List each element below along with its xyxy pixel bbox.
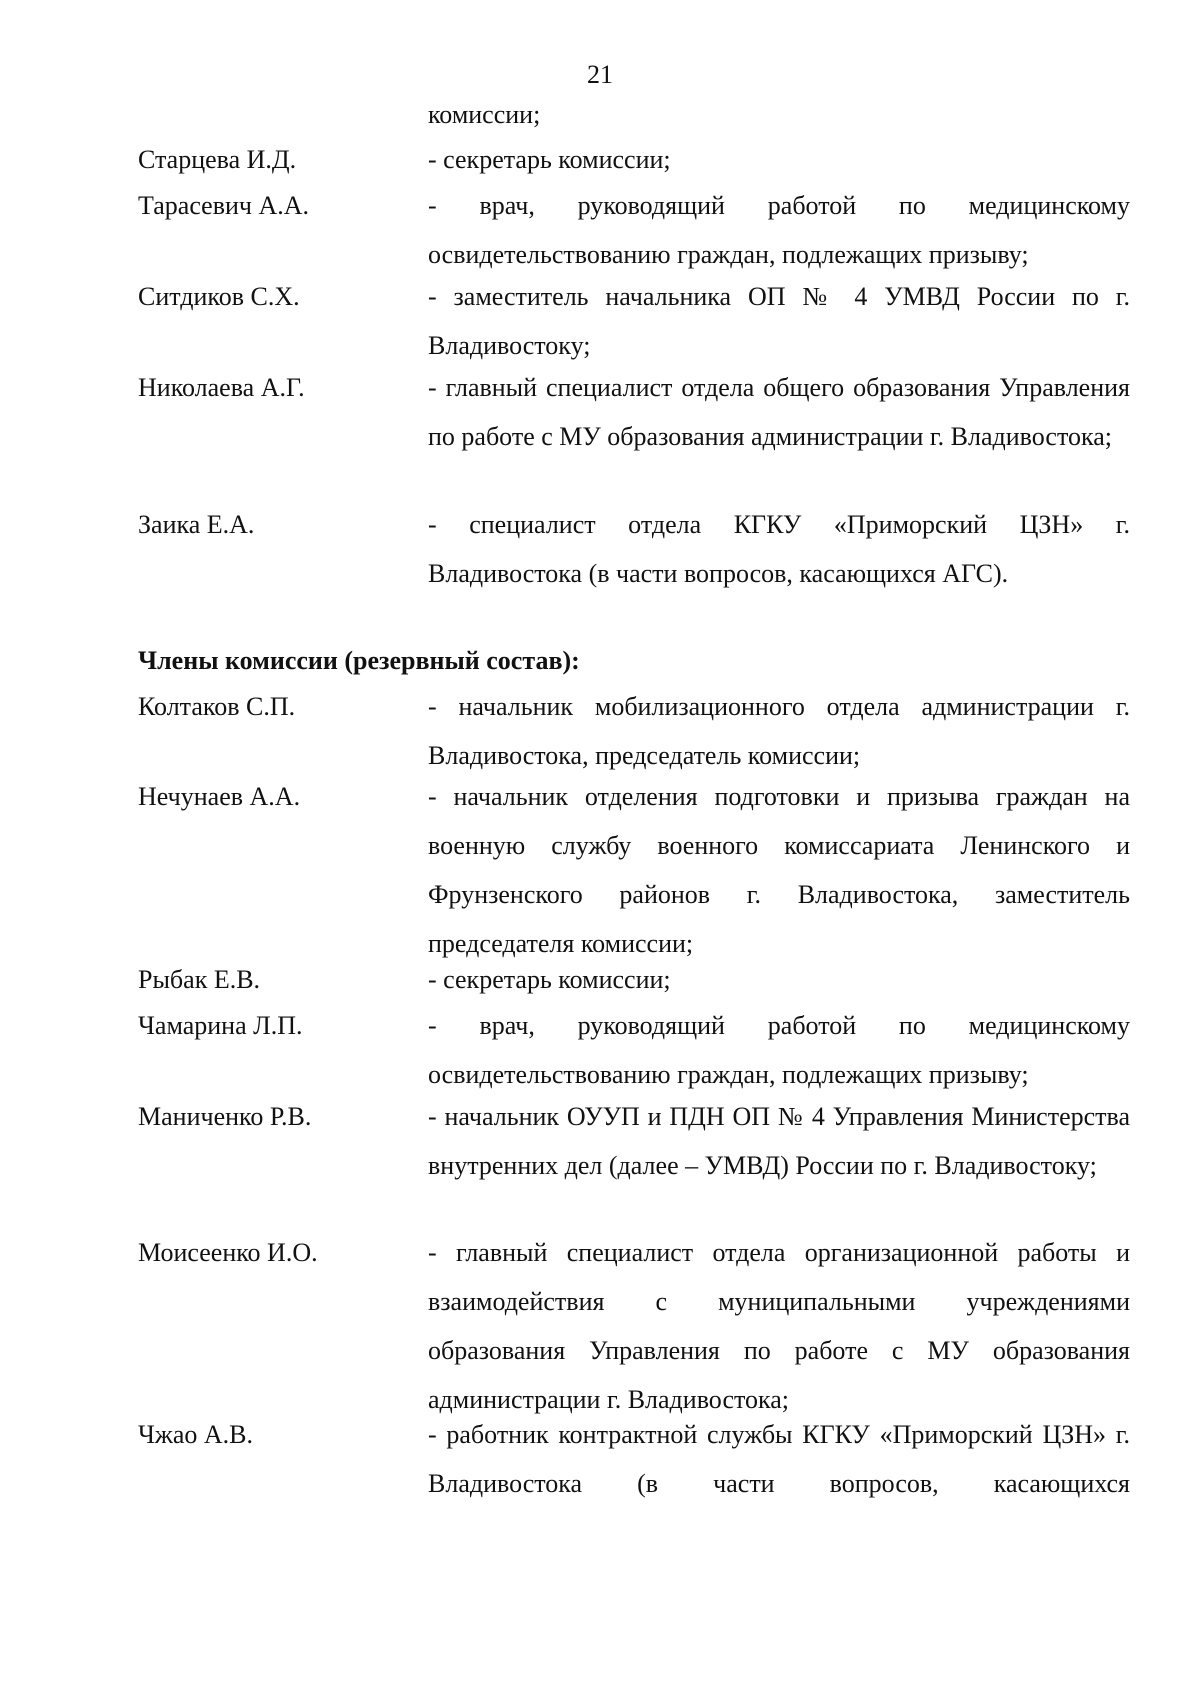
member-name: Чжао А.В. xyxy=(138,1420,254,1449)
member-role: - работник контрактной службы КГКУ «Приморский ЦЗН» г. Владивостока (в части вопросов, касающихся xyxy=(428,1420,1130,1498)
member-role: - начальник ОУУП и ПДН ОП № 4 Управления Министерства внутренних дел (далее – УМВД) России по г. Владивостоку; xyxy=(428,1102,1130,1180)
member-role: - главный специалист отдела общего образования Управления по работе с МУ образования администрации г. Владивостока; xyxy=(428,373,1130,451)
continuation-text: комиссии; xyxy=(428,100,541,129)
member-role: - врач, руководящий работой по медицинскому освидетельствованию граждан, подлежащих призыву; xyxy=(428,1011,1130,1089)
member-role: - врач, руководящий работой по медицинскому освидетельствованию граждан, подлежащих призыву; xyxy=(428,191,1130,269)
member-name: Моисеенко И.О. xyxy=(138,1238,318,1267)
member-name: Тарасевич А.А. xyxy=(138,191,310,220)
member-role: - начальник отделения подготовки и призыва граждан на военную службу военного комиссариата Ленинского и Фрунзенского районов г. Владивостока, заместитель председателя комиссии; xyxy=(428,782,1130,958)
member-role: - секретарь комиссии; xyxy=(428,145,671,174)
member-role: - главный специалист отдела организационной работы и взаимодействия с муниципальными учреждениями образования Управления по работе с МУ образования администрации г. Владивостока; xyxy=(428,1238,1130,1414)
member-role: - начальник мобилизационного отдела администрации г. Владивостока, председатель комиссии; xyxy=(428,692,1130,770)
member-role: - секретарь комиссии; xyxy=(428,965,671,994)
member-name: Рыбак Е.В. xyxy=(138,965,261,994)
page-number: 21 xyxy=(587,60,613,89)
member-name: Заика Е.А. xyxy=(138,510,255,539)
member-name: Чамарина Л.П. xyxy=(138,1011,303,1040)
member-name: Нечунаев А.А. xyxy=(138,782,301,811)
member-name: Николаева А.Г. xyxy=(138,373,305,402)
member-role: - заместитель начальника ОП № 4 УМВД России по г. Владивостоку; xyxy=(428,282,1130,360)
member-name: Маниченко Р.В. xyxy=(138,1102,312,1131)
member-name: Ситдиков С.Х. xyxy=(138,282,300,311)
member-name: Старцева И.Д. xyxy=(138,145,297,174)
member-name: Колтаков С.П. xyxy=(138,692,296,721)
section-heading: Члены комиссии (резервный состав): xyxy=(138,646,580,675)
member-role: - специалист отдела КГКУ «Приморский ЦЗН» г. Владивостока (в части вопросов, касающихся АГС). xyxy=(428,510,1130,588)
